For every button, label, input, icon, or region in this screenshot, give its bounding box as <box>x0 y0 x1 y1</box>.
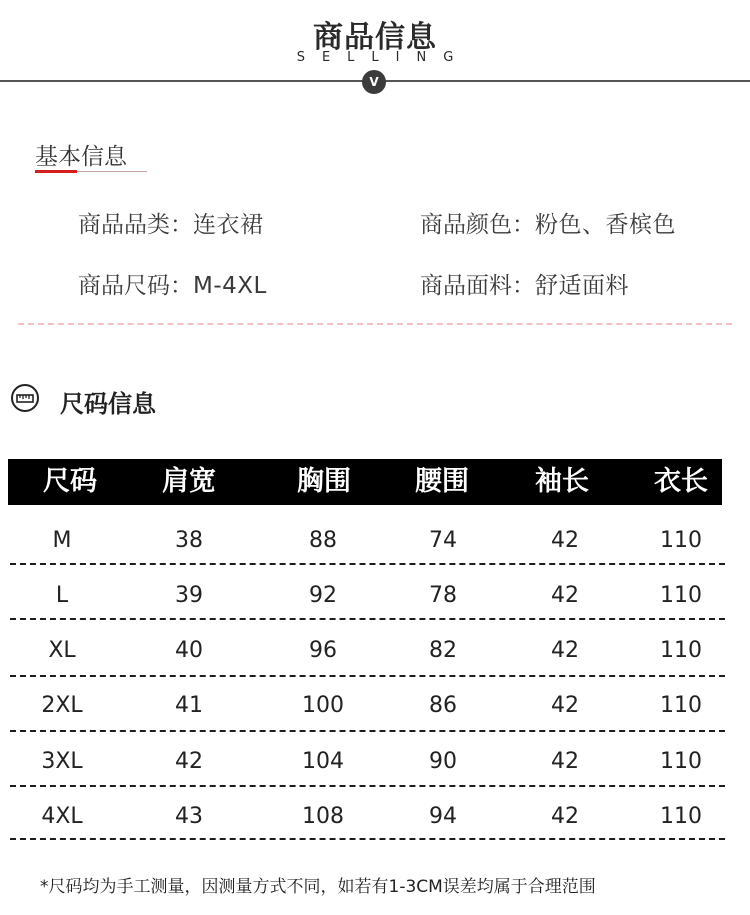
row-divider <box>10 785 725 787</box>
table-cell: 104 <box>302 749 344 774</box>
info-value: 连衣裙 <box>193 212 264 238</box>
table-cell: L <box>55 583 69 608</box>
section-divider <box>18 323 732 325</box>
table-cell: 96 <box>309 638 337 663</box>
info-label: 商品颜色： <box>420 212 535 238</box>
page-title: 商品信息 <box>313 20 437 55</box>
table-cell: 92 <box>309 583 337 608</box>
measurement-note: *尺码均为手工测量，因测量方式不同，如若有1-3CM误差均属于合理范围 <box>40 877 596 897</box>
table-cell: 110 <box>660 804 702 829</box>
row-divider <box>10 563 725 565</box>
table-cell: 41 <box>175 693 203 718</box>
table-cell: 38 <box>175 528 203 553</box>
table-cell: 2XL <box>41 693 83 718</box>
table-cell: 39 <box>175 583 203 608</box>
title-underline <box>77 171 147 172</box>
row-divider <box>10 730 725 732</box>
info-fabric <box>420 267 629 300</box>
table-cell: 42 <box>551 638 579 663</box>
table-cell: XL <box>48 638 76 663</box>
table-cell: 110 <box>660 528 702 553</box>
table-cell: 3XL <box>41 749 83 774</box>
ruler-icon <box>10 383 40 413</box>
row-divider <box>10 618 725 620</box>
table-cell: 74 <box>429 528 457 553</box>
table-cell: 94 <box>429 804 457 829</box>
page-subtitle: SELLING <box>296 50 471 65</box>
table-cell: 108 <box>302 804 344 829</box>
table-cell: 90 <box>429 749 457 774</box>
table-cell: 42 <box>551 804 579 829</box>
table-header-cell: 胸围 <box>297 466 351 497</box>
table-cell: 43 <box>175 804 203 829</box>
table-cell: M <box>52 528 72 553</box>
table-cell: 4XL <box>41 804 83 829</box>
size-table-header <box>8 459 722 505</box>
info-category <box>78 206 264 239</box>
info-value: 舒适面料 <box>535 273 629 299</box>
table-header-cell: 尺码 <box>43 466 97 497</box>
table-cell: 88 <box>309 528 337 553</box>
info-color <box>420 206 676 239</box>
row-divider <box>10 675 725 677</box>
table-cell: 100 <box>302 693 344 718</box>
info-value: 粉色、香槟色 <box>535 212 676 238</box>
table-cell: 110 <box>660 693 702 718</box>
title-underline-accent <box>35 170 77 173</box>
table-header-cell: 袖长 <box>535 466 589 497</box>
info-value: M-4XL <box>193 273 267 299</box>
table-row <box>0 513 750 568</box>
table-cell: 42 <box>551 693 579 718</box>
table-cell: 42 <box>551 583 579 608</box>
table-row <box>0 734 750 789</box>
info-size <box>78 267 267 300</box>
info-label: 商品品类： <box>78 212 193 238</box>
table-cell: 42 <box>175 749 203 774</box>
table-row <box>0 678 750 733</box>
table-cell: 42 <box>551 528 579 553</box>
table-cell: 110 <box>660 749 702 774</box>
table-cell: 86 <box>429 693 457 718</box>
table-header-cell: 衣长 <box>654 466 708 497</box>
row-divider <box>10 838 725 840</box>
table-cell: 78 <box>429 583 457 608</box>
table-row <box>0 623 750 678</box>
table-row <box>0 789 750 844</box>
table-cell: 40 <box>175 638 203 663</box>
info-label: 商品面料： <box>420 273 535 299</box>
table-cell: 82 <box>429 638 457 663</box>
table-header-cell: 肩宽 <box>162 466 216 497</box>
table-cell: 110 <box>660 583 702 608</box>
table-cell: 42 <box>551 749 579 774</box>
info-label: 商品尺码： <box>78 273 193 299</box>
table-row <box>0 568 750 623</box>
chevron-badge-icon: V <box>362 70 386 94</box>
table-header-cell: 腰围 <box>415 466 469 497</box>
size-info-title: 尺码信息 <box>60 390 156 418</box>
section-header <box>0 0 750 100</box>
basic-info-title: 基本信息 <box>35 144 127 170</box>
table-cell: 110 <box>660 638 702 663</box>
